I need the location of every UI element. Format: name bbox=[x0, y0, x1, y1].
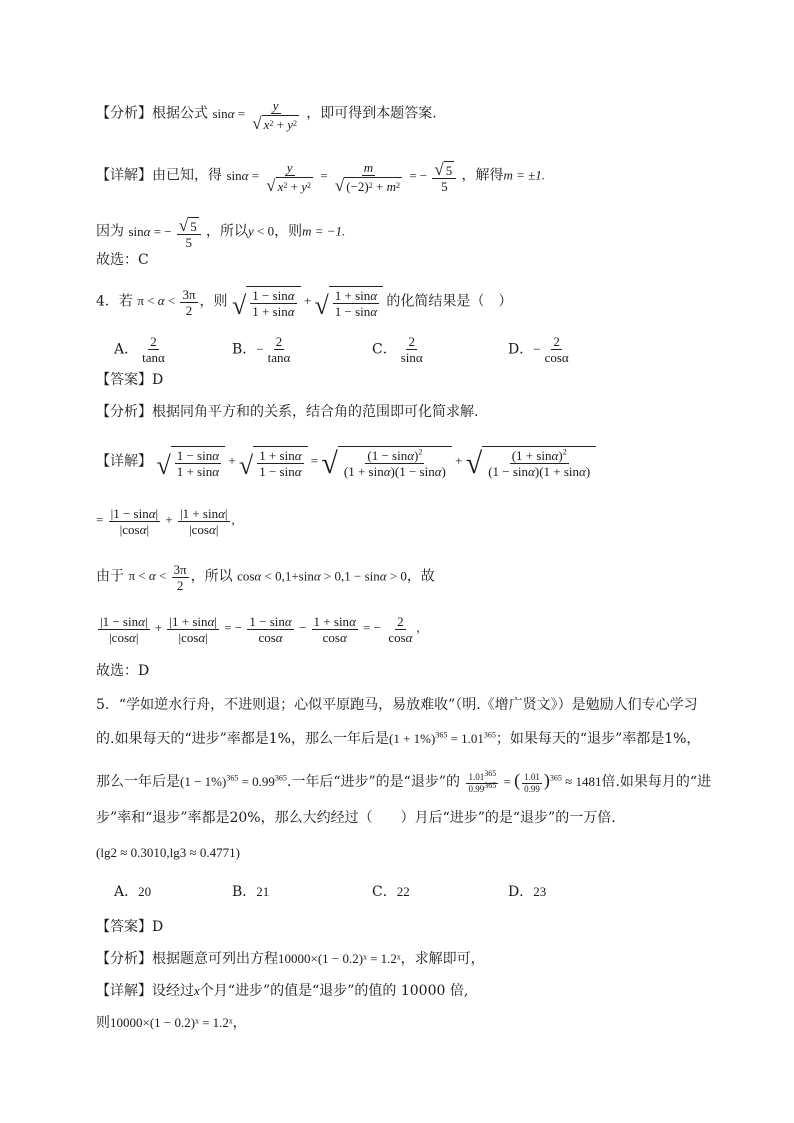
q3-because-text-b: ，所以 bbox=[205, 223, 248, 240]
q4-detail-line2 bbox=[96, 506, 235, 537]
q5-option-c[interactable]: C．22 bbox=[372, 884, 410, 900]
q5-line1: 5．“学如逆水行舟，不进则退；心似平原跑马，易放难收”（明.《增广贤文》）是勉励人们专心学习 bbox=[96, 697, 698, 713]
q5-option-a[interactable]: A．20 bbox=[114, 884, 152, 900]
q4-since-c: ，故 bbox=[406, 568, 435, 585]
q5-answer-value: D bbox=[152, 919, 164, 935]
q5-answer bbox=[96, 917, 163, 937]
q4-stem-a: 4．若 bbox=[96, 293, 133, 310]
q4-answer bbox=[96, 370, 163, 390]
q5-line4: 步”率和“退步”率都是20%，那么大约经过（ ）月后“进步”的是“退步”的一万倍. bbox=[96, 810, 616, 826]
formula-sin-value: sinα = − √ 5 5 bbox=[128, 224, 206, 239]
formula-sin-def: sinα = y √ x 2 + y 2 bbox=[212, 98, 298, 133]
q4-since-b: ，所以 bbox=[190, 568, 233, 585]
formula-q4-step2: = $\frac{|1 - \sin\alpha|}{|\cos\alpha|}$ + $\frac{|1 + \sin\alpha|}{|\cos\alpha|}$ , bbox=[96, 506, 235, 537]
formula-regress: $(1 - 1\%)^{365} = 0.99^{365}$ bbox=[180, 773, 287, 789]
q4-analysis bbox=[96, 402, 478, 422]
q3-analysis-text-b: ，即可得到本题答案. bbox=[306, 105, 437, 122]
q5-then: 则10000×(1 − 0.2)ˣ = 1.2ˣ， bbox=[96, 1015, 247, 1031]
q5-var: x bbox=[194, 983, 200, 998]
q3-analysis-text-a: 根据公式 bbox=[152, 105, 208, 122]
q4-stem-c: 的化简结果是（ ） bbox=[386, 293, 513, 310]
q3-m-result: m = ±1. bbox=[503, 167, 546, 183]
formula-sin-substituted: sinα = y √ x 2 + y 2 = m √ (−2) 2 + m 2 = − √ 5 5 bbox=[226, 168, 461, 183]
q3-because-text-c: ，则 bbox=[274, 223, 303, 240]
formula-sqrt-sum: √ $\frac{1 - \sin\alpha}{1 + \sin\alpha}$ + √ $\frac{1 + \sin\alpha}{1 - \sin\alpha}$ bbox=[232, 293, 386, 308]
formula-q4-signs: cosα < 0,1+sinα > 0,1 − sinα > 0 bbox=[237, 568, 407, 584]
q4-result-line bbox=[96, 614, 420, 645]
formula-progress: $(1 + 1\%)^{365} = 1.01^{365}$ bbox=[388, 730, 496, 746]
q3-because-text-a: 因为 bbox=[96, 223, 124, 240]
q3-choice: 故选：C bbox=[96, 252, 149, 268]
answer-tag: 【答案】 bbox=[96, 919, 152, 935]
q3-because-m: m = −1. bbox=[302, 223, 346, 239]
answer-tag: 【答案】 bbox=[96, 372, 152, 388]
q4-option-c[interactable]: C． $\frac{2}{\sin\alpha}$ bbox=[372, 334, 423, 365]
q3-analysis-line bbox=[96, 98, 437, 132]
analysis-tag: 【分析】 bbox=[96, 404, 152, 420]
q5-detail: 【详解】设经过x个月“进步”的值是“退步”的值的 10000 倍, bbox=[96, 983, 469, 999]
formula-range: π < α < $\frac{3\pi}{2}$ bbox=[137, 287, 196, 318]
q4-since-a: 由于 bbox=[96, 568, 124, 585]
q4-stem-b: ，则 bbox=[199, 293, 228, 310]
q4-answer-value: D bbox=[152, 372, 164, 388]
formula-q4-range: π < α < $\frac{3\pi}{2}$ bbox=[128, 562, 187, 593]
formula-q5-then: 10000×(1 − 0.2)ˣ = 1.2ˣ bbox=[110, 1015, 233, 1030]
q4-stem bbox=[96, 286, 512, 319]
formula-y-neg: y < 0 bbox=[247, 223, 275, 239]
q3-detail-line bbox=[96, 160, 545, 194]
q4-choice: 故选：D bbox=[96, 663, 150, 679]
detail-tag: 【详解】 bbox=[96, 453, 152, 470]
formula-q4-step1: √ $\frac{1 - \sin\alpha}{1 + \sin\alpha}$ + √ $\frac{1 + \sin\alpha}{1 - \sin\alpha}$ = √ $\frac{(1 - \sin\alpha)^2}{(1 + \sin\alpha)(1 - \sin\alpha)}$ + √ $\frac{(1 + \sin\alpha)^2}{(1 - \sin\alpha)(1 + \sin\alpha)}$ bbox=[156, 453, 596, 468]
q5-option-b[interactable]: B．21 bbox=[232, 884, 270, 900]
detail-tag: 【详解】 bbox=[96, 167, 152, 184]
analysis-tag: 【分析】 bbox=[96, 105, 152, 122]
q4-option-b[interactable]: B．− $\frac{2}{\tan\alpha}$ bbox=[232, 334, 291, 365]
detail-tag: 【详解】 bbox=[96, 983, 152, 999]
formula-ratio: $\frac{1.01^{365}}{0.99^{365}}$ = ( $\frac{1.01}{0.99}$ )$^{365}$ ≈ 1481 bbox=[468, 768, 602, 794]
q5-logs: (lg2 ≈ 0.3010,lg3 ≈ 0.4771) bbox=[96, 845, 240, 860]
q4-since-line bbox=[96, 562, 435, 593]
q4-option-a[interactable]: A． $\frac{2}{\tan\alpha}$ bbox=[114, 334, 165, 365]
q5-analysis: 【分析】根据题意可列出方程10000×(1 − 0.2)ˣ = 1.2ˣ，求解即可， bbox=[96, 951, 485, 967]
analysis-tag: 【分析】 bbox=[96, 951, 152, 967]
q5-line3: 那么一年后是$(1 - 1\%)^{365} = 0.99^{365}$.一年后“进步”的是“退步”的 $\frac{1.01^{365}}{0.99^{365}}$ = ( $\frac{1.01}{0.99}$ )$^{365}$ ≈ 1481倍.如果每月的“进 bbox=[96, 768, 712, 794]
q4-option-d[interactable]: D．− $\frac{2}{\cos\alpha}$ bbox=[508, 334, 569, 365]
formula-q5-equation: 10000×(1 − 0.2)ˣ = 1.2ˣ bbox=[278, 951, 401, 966]
q5-line2: 的.如果每天的“进步”率都是1%，那么一年后是$(1 + 1\%)^{365} = 1.01^{365}$；如果每天的“退步”率都是1%， bbox=[96, 730, 701, 747]
q4-analysis-text: 根据同角平方和的关系，结合角的范围即可化简求解. bbox=[152, 404, 479, 420]
q3-detail-text-a: 由已知，得 bbox=[152, 167, 222, 184]
q3-because-line bbox=[96, 216, 345, 250]
q3-detail-text-b: ，解得 bbox=[461, 167, 504, 184]
q4-detail-line bbox=[96, 446, 596, 479]
formula-q4-result: $\frac{|1 - \sin\alpha|}{|\cos\alpha|}$ + $\frac{|1 + \sin\alpha|}{|\cos\alpha|}$ = − $\frac{1 - \sin\alpha}{\cos\alpha}$ − $\frac{1 + \sin\alpha}{\cos\alpha}$ = − $\frac{2}{\cos\alpha}$ , bbox=[100, 614, 420, 645]
q5-option-d[interactable]: D．23 bbox=[508, 884, 547, 900]
